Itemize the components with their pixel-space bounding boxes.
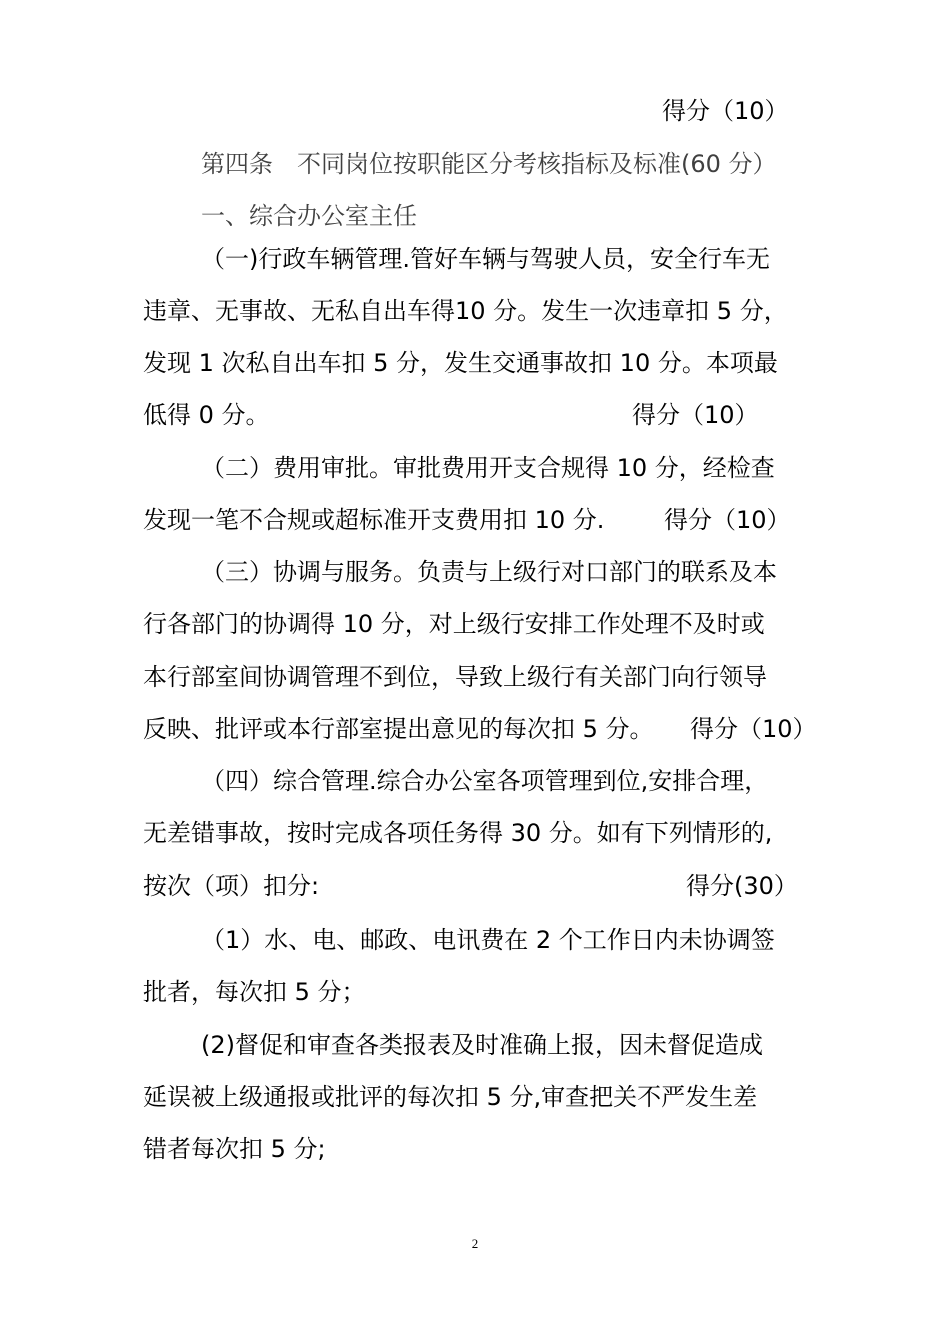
paragraph-line: 发现 1 次私自出车扣 5 分，发生交通事故扣 10 分。本项最	[143, 349, 778, 377]
paragraph-line: （一)行政车辆管理.管好车辆与驾驶人员，安全行车无	[201, 245, 770, 273]
paragraph-line: 错者每次扣 5 分;	[143, 1135, 326, 1163]
paragraph-line: （三）协调与服务。负责与上级行对口部门的联系及本	[201, 558, 777, 586]
paragraph-line: 延误被上级通报或批评的每次扣 5 分,审查把关不严发生差	[143, 1083, 758, 1111]
paragraph-line: 反映、批评或本行部室提出意见的每次扣 5 分。	[143, 715, 654, 743]
paragraph-line: 无差错事故，按时完成各项任务得 30 分。如有下列情形的,	[143, 819, 773, 847]
score-label: 得分（10）	[632, 401, 759, 429]
paragraph-line: 按次（项）扣分:	[143, 872, 320, 900]
score-label: 得分（10）	[662, 97, 789, 125]
paragraph-line: 批者，每次扣 5 分；	[143, 978, 366, 1006]
paragraph-line: （1）水、电、邮政、电讯费在 2 个工作日内未协调签	[201, 926, 775, 954]
paragraph-line: （四）综合管理.综合办公室各项管理到位,安排合理，	[201, 767, 769, 795]
paragraph-line: 违章、无事故、无私自出车得10 分。发生一次违章扣 5 分，	[143, 297, 788, 325]
paragraph-line: 发现一笔不合规或超标准开支费用扣 10 分.	[143, 506, 605, 534]
paragraph-line: (2)督促和审查各类报表及时准确上报，因未督促造成	[201, 1031, 763, 1059]
score-label: 得分（10）	[690, 715, 817, 743]
paragraph-line: 低得 0 分。	[143, 401, 270, 429]
article-heading: 第四条 不同岗位按职能区分考核指标及标准(60 分）	[201, 150, 777, 178]
paragraph-line: （二）费用审批。审批费用开支合规得 10 分，经检查	[201, 454, 775, 482]
section-heading: 一、综合办公室主任	[201, 202, 417, 230]
score-label: 得分（10）	[664, 506, 791, 534]
score-label: 得分(30）	[686, 872, 798, 900]
paragraph-line: 行各部门的协调得 10 分，对上级行安排工作处理不及时或	[143, 610, 765, 638]
page-number: 2	[471, 1236, 479, 1251]
paragraph-line: 本行部室间协调管理不到位，导致上级行有关部门向行领导	[143, 663, 767, 691]
